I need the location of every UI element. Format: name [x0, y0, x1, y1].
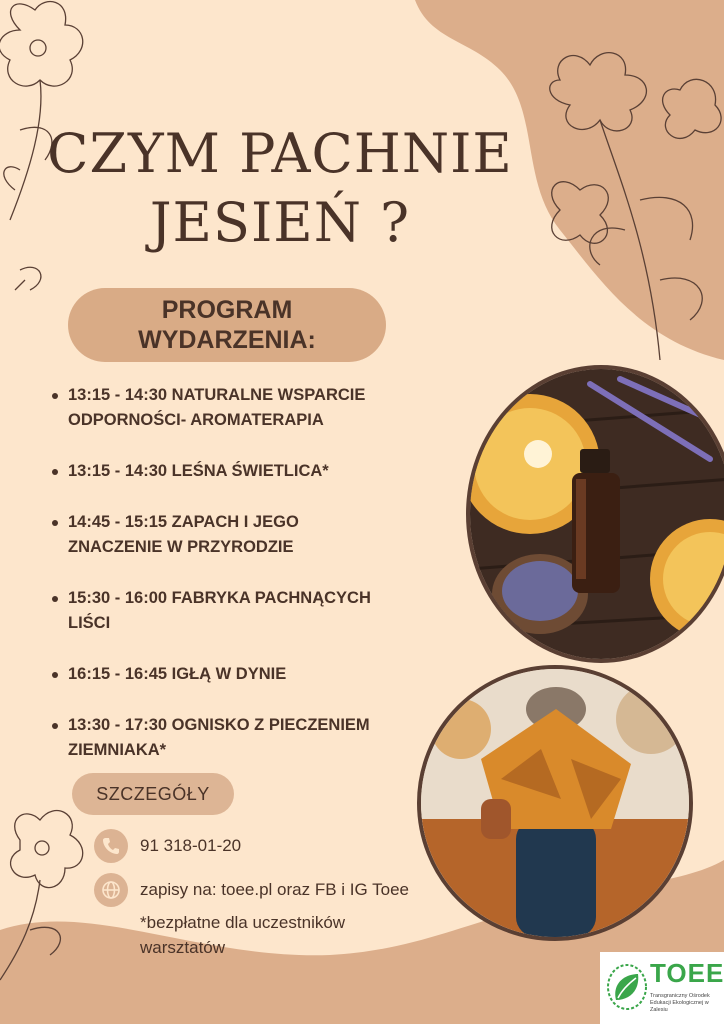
schedule-item-line-2: ZNACZENIE W PRZYRODZIE — [68, 538, 294, 556]
headline-line-2: JESIEŃ ? — [149, 191, 411, 254]
logo-subtitle-line-2: Edukacji Ekologicznej w Zalesiu — [650, 1000, 709, 1013]
schedule-item-line-2: ODPORNOŚCI- AROMATERAPIA — [68, 411, 324, 429]
schedule-list — [50, 383, 430, 763]
schedule-item — [50, 586, 430, 636]
schedule-item-line-1: 15:30 - 16:00 FABRYKA PACHNĄCYCH — [68, 589, 371, 607]
schedule-item-line-2: ZIEMNIAKA* — [68, 741, 167, 759]
schedule-item-line-1: 14:45 - 15:15 ZAPACH I JEGO — [68, 513, 299, 531]
leaf-logo-icon — [606, 962, 648, 1012]
details-heading-pill — [72, 773, 234, 815]
free-note — [140, 910, 440, 960]
logo-subtitle-line-1: Transgraniczny Ośrodek — [650, 993, 710, 999]
schedule-item — [50, 662, 430, 687]
logo-subtitle — [650, 993, 722, 1014]
schedule-item-line-1: 16:15 - 16:45 IGŁĄ W DYNIE — [68, 665, 287, 683]
schedule-item — [50, 459, 430, 484]
program-heading-pill — [68, 288, 386, 362]
program-heading-line-1: PROGRAM — [161, 296, 293, 324]
logo-wordmark: TOEE — [650, 958, 724, 988]
registration-info: zapisy na: toee.pl oraz FB i IG Toee — [140, 880, 409, 899]
free-note-line-1: *bezpłatne dla uczestników — [140, 913, 346, 932]
headline-line-1: CZYM PACHNIE — [47, 122, 513, 185]
schedule-item-line-1: 13:15 - 14:30 NATURALNE WSPARCIE — [68, 386, 366, 404]
schedule-item-line-2: LIŚCI — [68, 614, 111, 632]
details-heading-label: SZCZEGÓŁY — [96, 783, 210, 804]
free-note-line-2: warsztatów — [140, 938, 226, 957]
schedule-item — [50, 713, 430, 763]
toee-logo — [600, 952, 724, 1024]
essential-oil-photo — [466, 365, 724, 663]
globe-icon — [94, 873, 128, 907]
schedule-item — [50, 383, 430, 433]
autumn-leaves-photo — [417, 665, 693, 941]
phone-number: 91 318-01-20 — [140, 836, 242, 855]
phone-icon — [94, 829, 128, 863]
schedule-item-line-1: 13:15 - 14:30 LEŚNA ŚWIETLICA* — [68, 462, 329, 480]
program-heading-line-2: WYDARZENIA: — [138, 326, 316, 354]
schedule-item-line-1: 13:30 - 17:30 OGNISKO Z PIECZENIEM — [68, 716, 370, 734]
schedule-item — [50, 510, 430, 560]
